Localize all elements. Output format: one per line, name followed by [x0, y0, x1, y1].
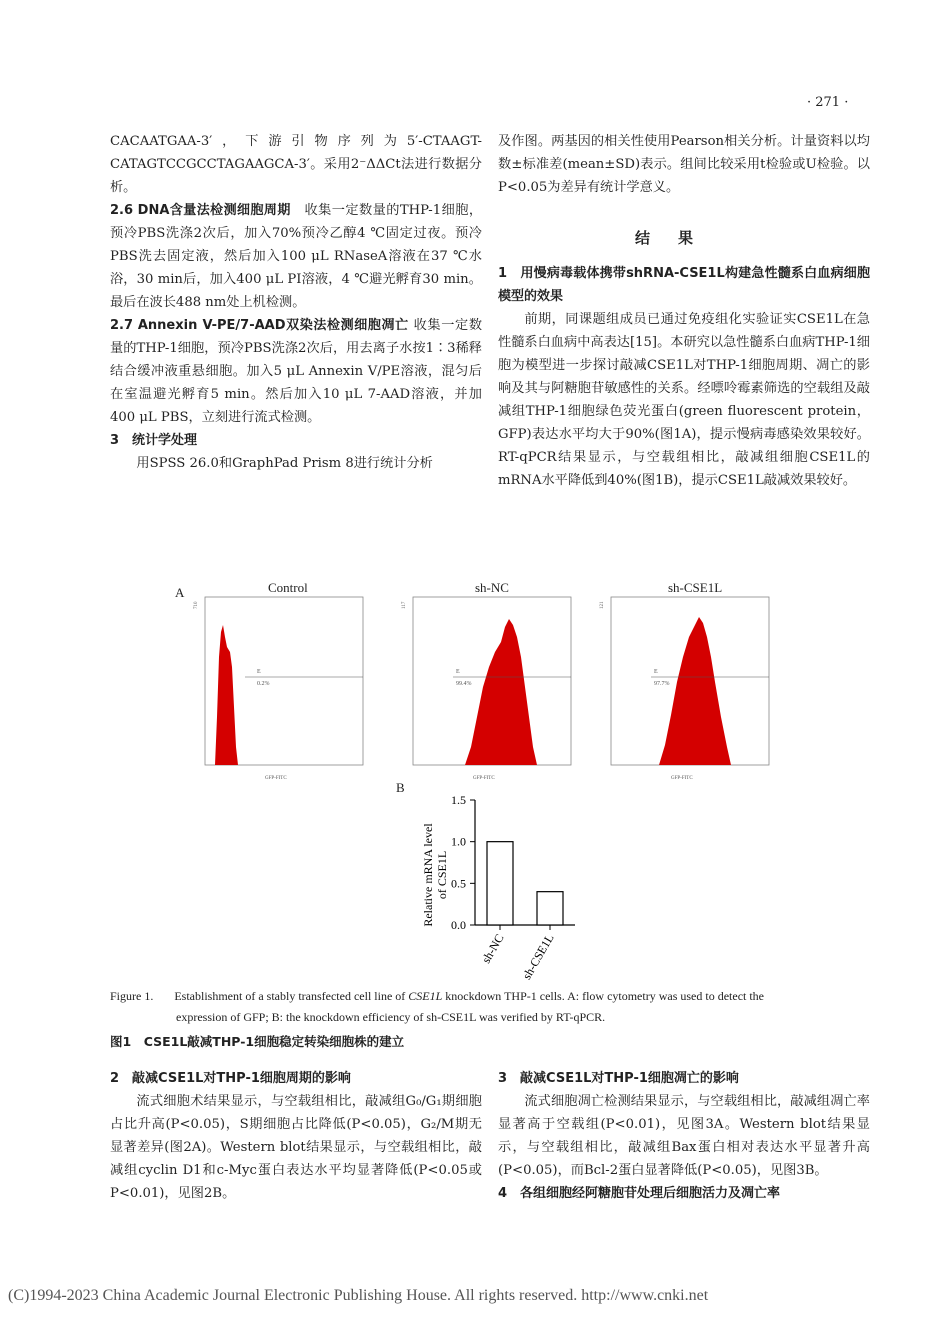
- right-column-results: [498, 262, 870, 492]
- flow-panel-sh-nc: [402, 597, 571, 781]
- gate-label: E: [654, 669, 658, 675]
- gate-percent: 99.4%: [456, 681, 472, 687]
- page-number: · 271 ·: [807, 95, 849, 110]
- left-column-bottom: [110, 1067, 482, 1205]
- y-max-label: 117: [402, 601, 407, 609]
- y-max-label: 121: [600, 601, 605, 609]
- flow-panel-control: [194, 597, 363, 781]
- flow-title-sh-cse1l: sh-CSE1L: [668, 580, 723, 595]
- bar-sh-cse1l: [537, 892, 563, 925]
- gate-label: E: [257, 669, 261, 675]
- x-axis-label: GFP-FITC: [671, 776, 693, 781]
- bar-layer: [451, 793, 575, 982]
- section-body: 收集一定数量的THP-1细胞，预冷PBS洗涤2次后，加入70%预冷乙醇4 ℃固定过夜。预冷PBS洗去固定液，然后加入100 μL RNaseA溶液在37 ℃水浴，30 min后，加入400 μL PI溶液，4 ℃避光孵育30 min。最后在波长488 nm处上机检测。: [110, 203, 483, 310]
- result-2-heading: 2 敲减CSE1L对THP-1细胞周期的影响: [110, 1071, 351, 1086]
- result-3-body: 流式细胞凋亡检测结果显示，与空载组相比，敲减组凋亡率显著高于空载组(P<0.01)，见图3A。Western blot结果显示，与空载组相比，敲减组Bax蛋白相对表达水平显著升高(P<0.05)，而Bcl-2蛋白显著降低(P<0.05)，见图3B。: [498, 1094, 870, 1178]
- gate-percent: 0.2%: [257, 681, 270, 687]
- section-2-6: [110, 199, 482, 314]
- x-tick-label: sh-CSE1L: [519, 931, 557, 982]
- section-number: 2.6: [110, 203, 134, 218]
- result-2-body: 流式细胞术结果显示，与空载组相比，敲减组G₀/G₁期细胞占比升高(P<0.05)，S期细胞占比降低(P<0.05)，G₂/M期无显著差异(图2A)。Western blot结果显示，与空载组相比，敲减组cyclin D1和c-Myc蛋白表达水平均显著降低(P<0.05或P<0.01)，见图2B。: [110, 1094, 482, 1201]
- flow-title-sh-nc: sh-NC: [475, 580, 509, 595]
- right-column-top: [498, 130, 870, 199]
- y-tick-label: 1.5: [451, 793, 466, 807]
- copyright-footer: (C)1994-2023 China Academic Journal Electronic Publishing House. All rights reserved. http://www.cnki.net: [8, 1287, 709, 1304]
- caption-text-b: knockdown THP-1 cells. A: flow cytometry was used to detect the: [442, 989, 765, 1003]
- bar-chart: [405, 790, 665, 990]
- result-1-heading: 1 用慢病毒载体携带shRNA-CSE1L构建急性髓系白血病细胞模型的效果: [498, 266, 870, 304]
- section-title: DNA含量法检测细胞周期: [137, 203, 291, 218]
- right-paragraph-1: 及作图。两基因的相关性使用Pearson相关分析。计量资料以均数±标准差(mean±SD)表示。组间比较采用t检验或U检验。以P<0.05为差异有统计学意义。: [498, 134, 870, 195]
- figure-caption-en: [110, 986, 870, 1028]
- bar-sh-nc: [487, 842, 513, 925]
- results-heading: 结果: [635, 229, 722, 247]
- x-tick-label: sh-NC: [478, 931, 507, 966]
- y-tick-label: 1.0: [451, 834, 466, 849]
- y-max-label: 710: [194, 601, 199, 609]
- section-number: 2.7: [110, 318, 134, 333]
- caption-text-c: expression of GFP; B: the knockdown efficiency of sh-CSE1L was verified by RT-qPCR.: [176, 1010, 606, 1024]
- section-3-body: 用SPSS 26.0和GraphPad Prism 8进行统计分析: [136, 456, 433, 471]
- caption-gene: CSE1L: [408, 989, 443, 1003]
- right-column-bottom: [498, 1067, 870, 1205]
- result-4-heading: 4 各组细胞经阿糖胞苷处理后细胞活力及凋亡率: [498, 1186, 781, 1201]
- result-3-heading: 3 敲减CSE1L对THP-1细胞凋亡的影响: [498, 1071, 739, 1086]
- panel-a-label: A: [175, 585, 185, 600]
- gate-label: E: [456, 669, 460, 675]
- panel-b-label: B: [396, 780, 405, 795]
- figure-caption-cn: 图1 CSE1L敲减THP-1细胞稳定转染细胞株的建立: [110, 1034, 405, 1049]
- section-2-7: [110, 314, 482, 429]
- y-axis-title-line2: of CSE1L: [435, 850, 449, 900]
- gate-percent: 97.7%: [654, 681, 670, 687]
- section-title: Annexin V-PE/7-AAD双染法检测细胞凋亡: [137, 318, 409, 333]
- y-axis-title: [421, 823, 449, 927]
- y-tick-label: 0.5: [451, 876, 466, 891]
- section-3-heading: 3 统计学处理: [110, 433, 198, 448]
- result-1-body: 前期，同课题组成员已通过免疫组化实验证实CSE1L在急性髓系白血病中高表达[15]。本研究以急性髓系白血病THP-1细胞为模型进一步探讨敲减CSE1L对THP-1细胞周期、凋亡的影响及其与阿糖胞苷敏感性的关系。经嘌呤霉素筛选的空载组及敲减组THP-1细胞绿色荧光蛋白(green fluorescent protein，GFP)表达水平均大于90%(图1A)，提示慢病毒感染效果较好。RT-qPCR结果显示，与空载组相比，敲减组细胞CSE1L的mRNA水平降低到40%(图1B)，提示CSE1L敲减效果较好。: [498, 312, 870, 488]
- section-body: 收集一定数量的THP-1细胞，预冷PBS洗涤2次后，用去离子水按1∶3稀释结合缓冲液重悬细胞。加入5 μL Annexin V/PE溶液，混匀后在室温避光孵育5 min。然后加入10 μL 7-AAD溶液，并加400 μL PBS，立刻进行流式检测。: [110, 318, 483, 425]
- flow-panel-sh-cse1l: [600, 597, 769, 781]
- x-axis-label: GFP-FITC: [473, 776, 495, 781]
- flow-title-control: Control: [268, 580, 308, 595]
- y-tick-label: 0.0: [451, 918, 466, 932]
- left-column-top: [110, 130, 482, 475]
- flow-cytometry-panels: [160, 575, 880, 795]
- caption-label: Figure 1.: [110, 989, 154, 1003]
- y-axis-title-line1: Relative mRNA level: [421, 823, 435, 927]
- x-axis-label: GFP-FITC: [265, 776, 287, 781]
- caption-text-a: Establishment of a stably transfected cell line of: [174, 989, 409, 1003]
- figure-1: [160, 575, 880, 982]
- left-paragraph-1: CACAATGAA-3′，下游引物序列为5′-CTAAGT-CATAGTCCGCCTAGAAGCA-3′。采用2⁻ΔΔCt法进行数据分析。: [110, 134, 482, 195]
